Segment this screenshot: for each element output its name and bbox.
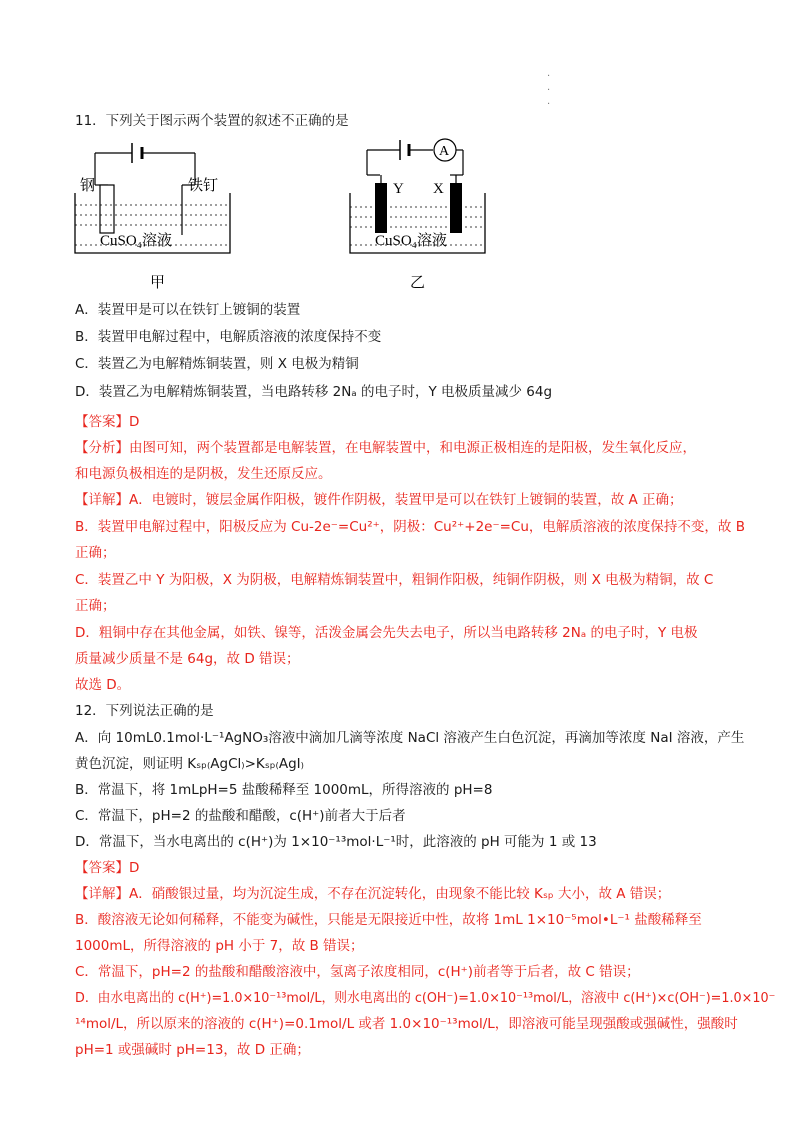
q11-option-d: D．装置乙为电解精炼铜装置，当电路转移 2Nₐ 的电子时，Y 电极质量减少 64g <box>75 384 553 400</box>
q12-detail-line: D．由水电离出的 c(H⁺)=1.0×10⁻¹³mol/L，则水电离出的 c(OH⁻)=1.0×10⁻¹³mol/L，溶液中 c(H⁺)×c(OH⁻)=1.0×10⁻ <box>75 990 776 1006</box>
q12-option-line: D．常温下，当水电离出的 c(H⁺)为 1×10⁻¹³mol·L⁻¹时，此溶液的 pH 可能为 1 或 13 <box>75 834 597 850</box>
q12-option-line: A．向 10mL0.1mol·L⁻¹AgNO₃溶液中滴加几滴等浓度 NaCl 溶液产生白色沉淀，再滴加等浓度 NaI 溶液，产生 <box>75 730 745 746</box>
q12-detail-line: 1000mL，所得溶液的 pH 小于 7，故 B 错误； <box>75 938 364 954</box>
q11-detail-line: 正确； <box>75 598 116 614</box>
q11-detail-line: B．装置甲电解过程中，阳极反应为 Cu-2e⁻=Cu²⁺，阴极：Cu²⁺+2e⁻=Cu，电解质溶液的浓度保持不变，故 B <box>75 519 745 535</box>
yi-x-label: X <box>433 181 444 197</box>
q11-option-c: C．装置乙为电解精炼铜装置，则 X 电极为精铜 <box>75 356 359 372</box>
q12-answer: 【答案】D <box>75 860 140 876</box>
q12-detail-line: pH=1 或强碱时 pH=13，故 D 正确； <box>75 1042 310 1058</box>
q11-detail-line: 质量减少质量不是 64g，故 D 错误； <box>75 651 300 667</box>
q11-option-a: A．装置甲是可以在铁钉上镀铜的装置 <box>75 302 301 318</box>
yi-meter: A <box>439 144 450 159</box>
q12-option-line: C．常温下，pH=2 的盐酸和醋酸，c(H⁺)前者大于后者 <box>75 808 406 824</box>
yi-y-label: Y <box>393 181 404 197</box>
q12-detail-line: ¹⁴mol/L，所以原来的溶液的 c(H⁺)=0.1mol/L 或者 1.0×10⁻¹³mol/L，即溶液可能呈现强酸或强碱性，强酸时 <box>75 1016 738 1032</box>
jia-left-label: 钢 <box>80 178 96 194</box>
q11-analysis-line: 【分析】由图可知，两个装置都是电解装置，在电解装置中，和电源正极相连的是阳极，发生氧化反应， <box>75 440 696 456</box>
q11-detail-line: 【详解】A．电镀时，镀层金属作阳极，镀件作阴极，装置甲是可以在铁钉上镀铜的装置，故 A 正确； <box>75 492 683 508</box>
corner-dots: · · · <box>547 71 551 110</box>
q11-analysis-line: 和电源负极相连的是阴极，发生还原反应。 <box>75 466 332 482</box>
yi-solution: CuSO₄溶液 <box>375 233 447 249</box>
q12-title: 12．下列说法正确的是 <box>75 703 214 719</box>
q12-detail-line: C．常温下，pH=2 的盐酸和醋酸溶液中，氢离子浓度相同，c(H⁺)前者等于后者，故 C 错误； <box>75 964 640 980</box>
q12-option-line: 黄色沉淀，则证明 Kₛₚ₍AgCl₎>Kₛₚ₍AgI₎ <box>75 756 304 772</box>
jia-right-label: 铁钉 <box>188 178 219 194</box>
q12-detail-line: B．酸溶液无论如何稀释，不能变为碱性，只能是无限接近中性，故将 1mL 1×10⁻⁵mol•L⁻¹ 盐酸稀释至 <box>75 912 702 928</box>
q11-title: 11．下列关于图示两个装置的叙述不正确的是 <box>75 113 349 129</box>
q11-detail-line: 故选 D。 <box>75 677 131 693</box>
q12-option-line: B．常温下，将 1mLpH=5 盐酸稀释至 1000mL，所得溶液的 pH=8 <box>75 782 493 798</box>
jia-caption: 甲 <box>150 275 166 291</box>
q12-detail-line: 【详解】A．硝酸银过量，均为沉淀生成，不存在沉淀转化，由现象不能比较 Kₛₚ 大小，故 A 错误； <box>75 886 671 902</box>
figure-yi <box>345 135 495 295</box>
jia-solution: CuSO₄溶液 <box>100 233 172 249</box>
q11-detail-line: C．装置乙中 Y 为阳极，X 为阴极，电解精炼铜装置中，粗铜作阳极，纯铜作阴极，则 X 电极为精铜，故 C <box>75 572 714 588</box>
yi-caption: 乙 <box>410 275 426 291</box>
q11-detail-line: 正确； <box>75 545 116 561</box>
figure-jia <box>70 135 240 295</box>
q11-option-b: B．装置甲电解过程中，电解质溶液的浓度保持不变 <box>75 329 382 345</box>
q11-detail-line: D．粗铜中存在其他金属，如铁、镍等，活泼金属会先失去电子，所以当电路转移 2Nₐ 的电子时，Y 电极 <box>75 625 698 641</box>
q11-answer: 【答案】D <box>75 414 140 430</box>
